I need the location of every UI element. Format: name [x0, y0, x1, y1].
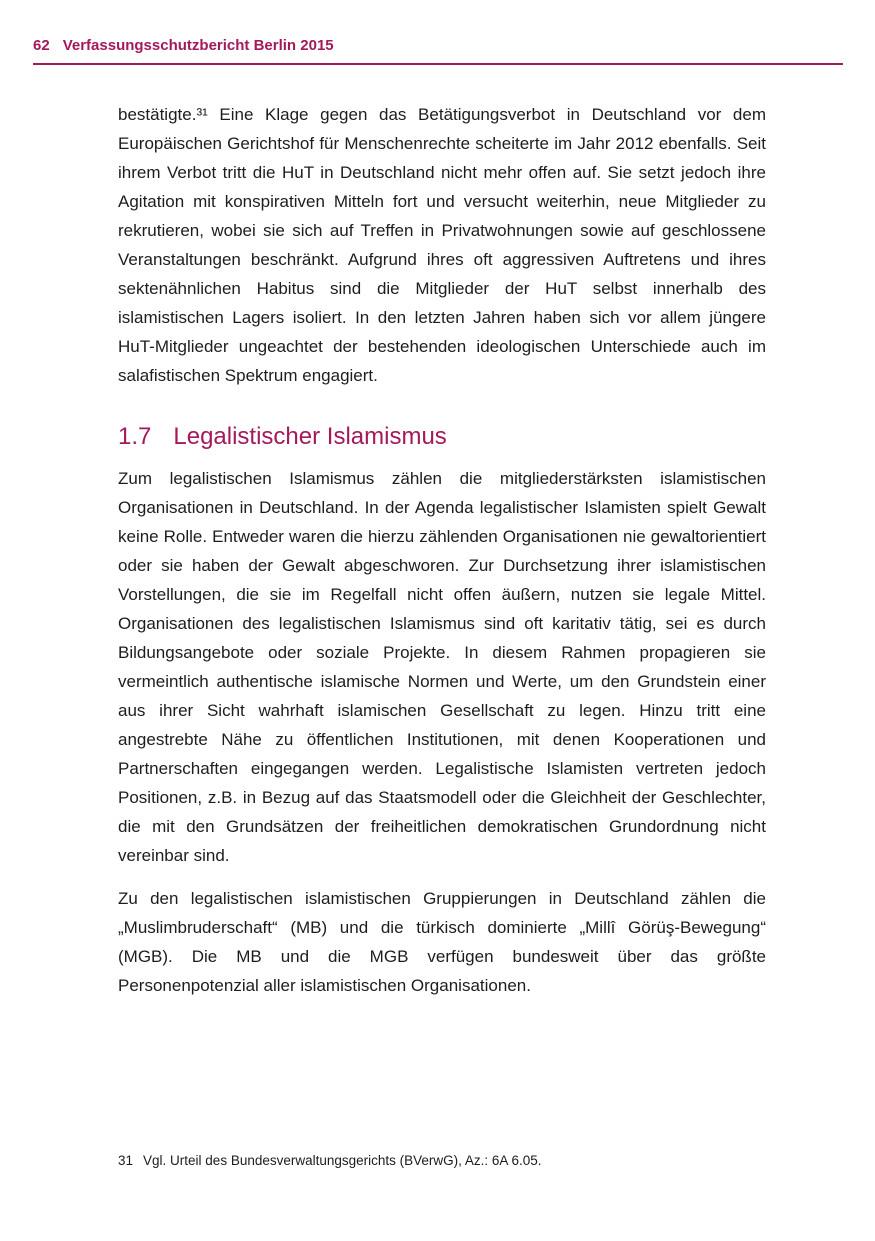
section-heading	[118, 422, 766, 452]
page-header	[33, 37, 843, 65]
section-number: 1.7	[118, 423, 152, 450]
page-number: 62	[33, 37, 50, 54]
footnote	[118, 1152, 766, 1170]
running-header-title: Verfassungsschutzbericht Berlin 2015	[62, 37, 334, 54]
footnote-number: 31	[118, 1153, 134, 1168]
footnote-text: Vgl. Urteil des Bundesverwaltungsgerichts (BVerwG), Az.: 6A 6.05.	[143, 1153, 542, 1168]
body-paragraph-3: Zu den legalistischen islamistischen Gruppierungen in Deutschland zählen die „Muslimbruderschaft“ (MB) und die türkisch dominierte „Millî Görüş-Bewegung“ (MGB). Die MB und die MGB verfügen bundesweit über das größte Personenpotenzial aller islamistischen Organisationen.	[118, 889, 766, 995]
body-paragraph-2: Zum legalistischen Islamismus zählen die mitgliederstärksten islamistischen Organisationen in Deutschland. In der Agenda legalistischer Islamisten spielt Gewalt keine Rolle. Entweder waren die hierzu zählenden Organisationen nie gewaltorientiert oder sie haben der Gewalt abgeschworen. Zur Durchsetzung ihrer islamistischen Vorstellungen, die sie im Regelfall nicht offen äußern, nutzen sie legale Mittel. Organisationen des legalistischen Islamismus sind oft karitativ tätig, sei es durch Bildungsangebote oder soziale Projekte. In diesem Rahmen propagieren sie vermeintlich authentische islamische Normen und Werte, um den Grundstein einer aus ihrer Sicht wahrhaft islamischen Gesellschaft zu legen. Hinzu tritt eine angestrebte Nähe zu öffentlichen Institutionen, mit denen Kooperationen und Partnerschaften eingegangen werden. Legalistische Islamisten vertreten jedoch Positionen, z.B. in Bezug auf das Staatsmodell oder die Gleichheit der Geschlechter, die mit den Grundsätzen der freiheitlichen demokratischen Grundordnung nicht vereinbar sind.	[118, 469, 766, 865]
body-paragraph-1: bestätigte.³¹ Eine Klage gegen das Betätigungsverbot in Deutschland vor dem Europäischen Gerichtshof für Menschenrechte scheiterte im Jahr 2012 ebenfalls. Seit ihrem Verbot tritt die HuT in Deutschland nicht mehr offen auf. Sie setzt jedoch ihre Agitation mit konspirativen Mitteln fort und versucht weiterhin, neue Mitglieder zu rekrutieren, wobei sie sich auf Treffen in Privatwohnungen sowie auf geschlossene Veranstaltungen beschränkt. Aufgrund ihres oft aggressiven Auftretens und ihres sektenähnlichen Habitus sind die Mitglieder der HuT selbst innerhalb des islamistischen Lagers isoliert. In den letzten Jahren haben sich vor allem jüngere HuT-Mitglieder ungeachtet der bestehenden ideologischen Unterschiede auch im salafistischen Spektrum engagiert.	[118, 105, 766, 385]
section-title: Legalistischer Islamismus	[173, 423, 447, 450]
running-header	[33, 37, 843, 65]
page-content	[118, 100, 766, 1000]
